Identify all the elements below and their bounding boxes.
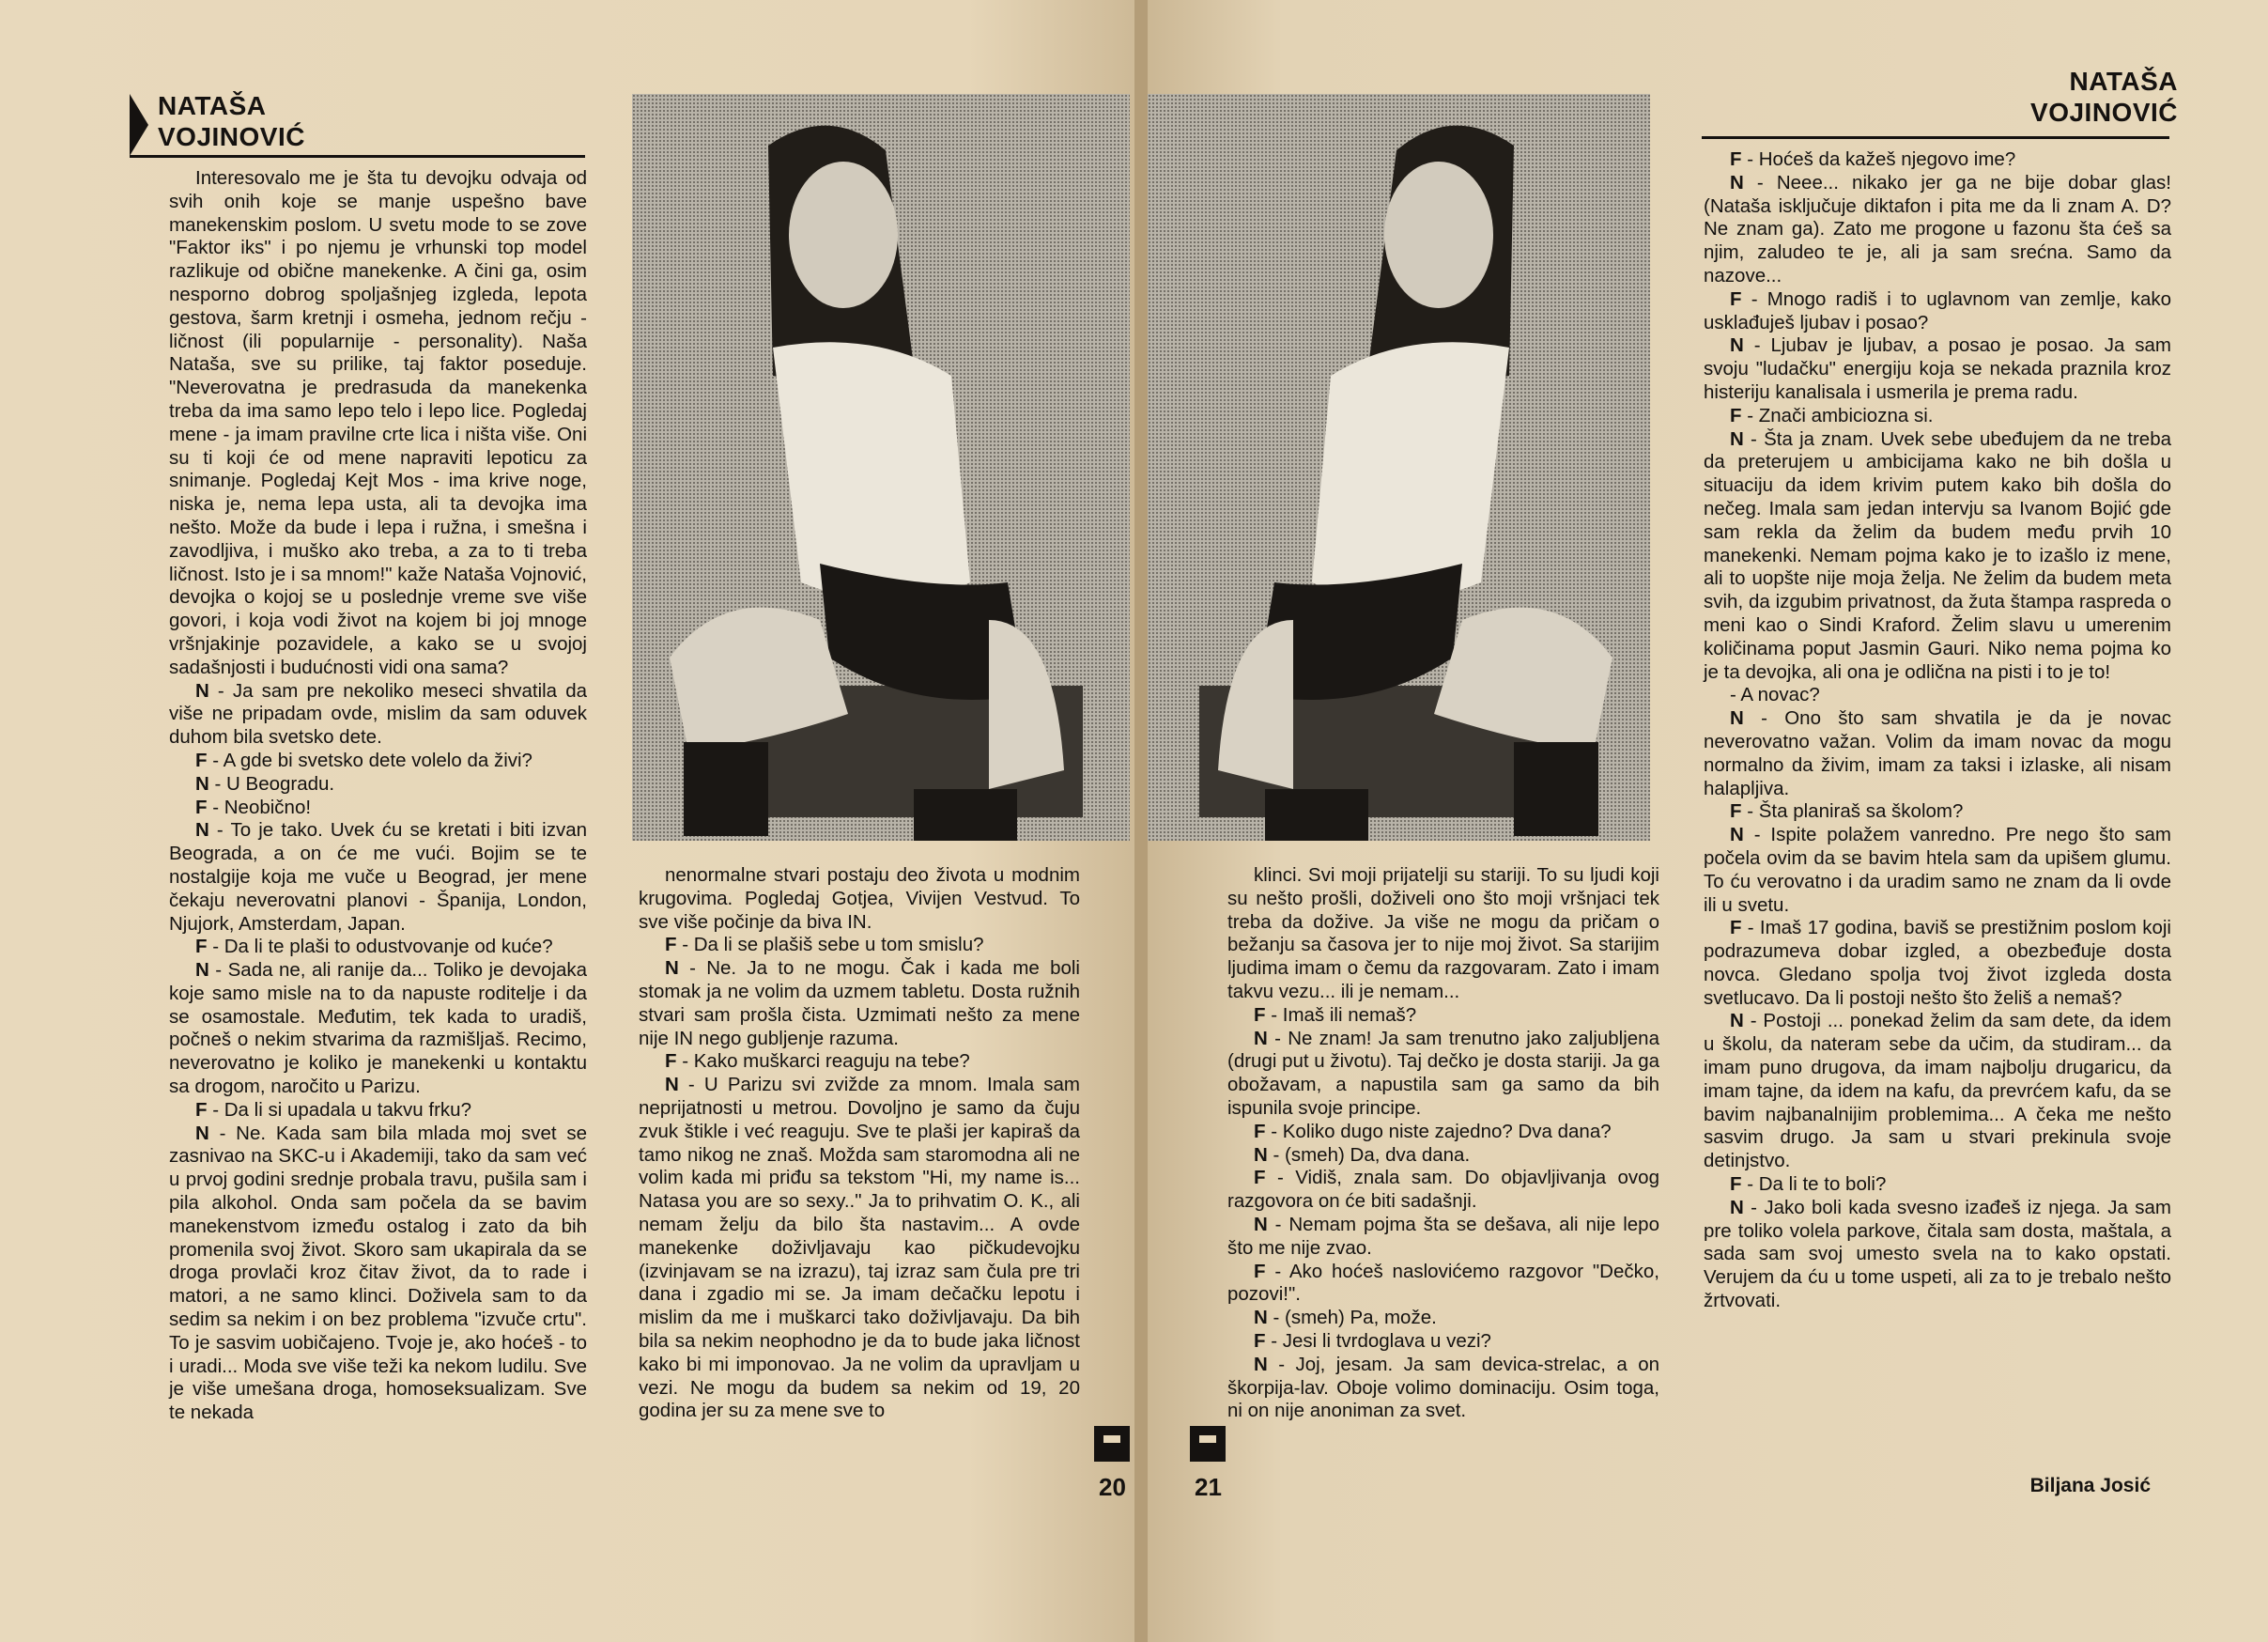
speaker-label: N xyxy=(1730,824,1744,846)
paragraph-text: - To je tako. Uvek ću se kretati i biti izvan Beograda, a on će me vući. Bojim se te nostalgije koja me vuče u Beograd, jer mene čekaju neverovatni planovi - Španija, London, Njujork, Amsterdam, Japan. xyxy=(169,819,587,935)
interview-paragraph xyxy=(1704,1197,2171,1313)
interview-paragraph xyxy=(639,864,1080,934)
paragraph-text: - Ne. Kada sam bila mlada moj svet se zasnivao na SKC-u i Akademiji, tako da sam već u prvoj godini srednje probala travu, pušila sam i pila alkohol. Onda sam počela da se bavim manekenstvom između ostalog i zato da bih promenila svoj život. Skoro sam ukapirala da se droga provlači kroz čitav život, da to rade i matori, a ne samo klinci. Doživela sam to da sedim sa nekim i on bez problema "izvuče crtu". To je sasvim uobičajeno. Tvoje je, ako hoćeš - to i uradi... Moda sve više teži ka nekom ludilu. Sve je više umešana droga, homoseksualizam. Sve te nekada xyxy=(169,1122,587,1424)
speaker-label: F xyxy=(1254,1329,1266,1352)
magazine-logo-icon xyxy=(1094,1426,1130,1462)
speaker-label: N xyxy=(195,772,209,795)
paragraph-text: - A gde bi svetsko dete volelo da živi? xyxy=(207,749,532,771)
speaker-label: F xyxy=(195,936,208,958)
paragraph-text: - Šta planiraš sa školom? xyxy=(1741,800,1964,823)
speaker-label: N xyxy=(1730,707,1744,730)
paragraph-text: - Ljubav je ljubav, a posao je posao. Ja sam svoju "ludačku" energiju koja se nekada praznila kroz histeriju kanalisala i usmerila je prema radu. xyxy=(1704,334,2171,403)
paragraph-text: - Jako boli kada svesno izađeš iz njega. Ja sam pre toliko volela parkove, čitala sam dosta, maštala, a sada sam svoj umesto svela na to kako opstati. Verujem da ću u tome uspeti, ali za to je trebalo nešto žrtvovati. xyxy=(1704,1196,2171,1312)
paragraph-text: - Koliko dugo niste zajedno? Dva dana? xyxy=(1265,1120,1612,1142)
speaker-label: F xyxy=(195,1098,208,1121)
speaker-label: N xyxy=(195,1122,209,1144)
speaker-label: N xyxy=(1254,1307,1268,1329)
paragraph-text: - Kako muškarci reaguju na tebe? xyxy=(676,1050,970,1073)
paragraph-text: - Neobično! xyxy=(207,796,312,818)
interview-paragraph xyxy=(1704,405,2171,428)
speaker-label: F xyxy=(195,796,208,818)
interview-paragraph xyxy=(169,1099,587,1123)
speaker-label: N xyxy=(665,957,679,980)
portrait-photo-left xyxy=(632,94,1130,841)
paragraph-text: - Znači ambiciozna si. xyxy=(1741,404,1934,426)
interview-paragraph xyxy=(1227,1330,1659,1354)
header-rule xyxy=(130,155,585,158)
speaker-label: N xyxy=(665,1074,679,1096)
paragraph-text: - Imaš ili nemaš? xyxy=(1265,1003,1417,1026)
paragraph-text: - Da li si upadala u takvu frku? xyxy=(207,1098,471,1121)
paragraph-text: - Da li te to boli? xyxy=(1741,1173,1887,1196)
paragraph-text: - A novac? xyxy=(1730,684,1820,706)
header-name-line2-right: VOJINOVIĆ xyxy=(2030,98,2178,127)
model-figure-icon xyxy=(632,94,1130,841)
header-name-line2: VOJINOVIĆ xyxy=(158,122,305,151)
interview-paragraph xyxy=(169,819,587,936)
section-header-right xyxy=(2030,66,2178,128)
speaker-label: F xyxy=(1730,800,1742,823)
interview-paragraph xyxy=(1704,334,2171,404)
portrait-photo-right xyxy=(1148,94,1650,841)
interview-paragraph xyxy=(1704,917,2171,1010)
author-byline: Biljana Josić xyxy=(2029,1475,2151,1496)
interview-paragraph xyxy=(1227,864,1659,1004)
paragraph-text: - Nemam pojma šta se dešava, ali nije lepo što me nije zvao. xyxy=(1227,1213,1659,1259)
interview-paragraph xyxy=(169,1123,587,1425)
paragraph-text: - Vidiš, znala sam. Do objavljivanja ovog razgovora on će biti sadašnji. xyxy=(1227,1167,1659,1213)
paragraph-text: - Joj, jesam. Ja sam devica-strelac, a on škorpija-lav. Oboje volimo dominaciju. Osim toga, ni on nije anoniman za svet. xyxy=(1227,1353,1659,1422)
interview-paragraph xyxy=(1227,1307,1659,1330)
paragraph-text: - (smeh) Da, dva dana. xyxy=(1267,1143,1471,1166)
speaker-label: F xyxy=(1730,404,1742,426)
interview-paragraph xyxy=(169,750,587,773)
paragraph-text: - Postoji ... ponekad želim da sam dete, da idem u školu, da nateram sebe da učim, da studiram... da imam puno drugova, da imam najbolju drugaricu, da imam tajne, da idem na kafu, da prevrćem kafu, da se bavim najbanalnijim problemima... A čeka me nešto sasvim drugo. Ja sam u stvari prekinula svoje detinjstvo. xyxy=(1704,1010,2171,1172)
paragraph-text: - Da li se plašiš sebe u tom smislu? xyxy=(676,934,984,956)
page-number-left: 20 xyxy=(1099,1473,1126,1501)
speaker-label: N xyxy=(1254,1213,1268,1235)
speaker-label: N xyxy=(1730,427,1744,450)
interview-paragraph xyxy=(1227,1214,1659,1261)
interview-paragraph xyxy=(169,680,587,750)
interview-paragraph xyxy=(1227,1004,1659,1028)
interview-paragraph xyxy=(639,934,1080,957)
paragraph-text: - Imaš 17 godina, baviš se prestižnim poslom koji podrazumeva dobar izgled, a obezbeđuje dosta novca. Gledano spolja tvoj život izgleda dosta svetlucavo. Da li postoji nešto što želiš a nemaš? xyxy=(1704,917,2171,1009)
speaker-label: N xyxy=(1254,1353,1268,1375)
magazine-logo-icon-right xyxy=(1190,1426,1226,1462)
speaker-label: F xyxy=(1254,1120,1266,1142)
speaker-label: F xyxy=(1730,287,1742,310)
paragraph-text: - Ne znam! Ja sam trenutno jako zaljubljena (drugi put u životu). Taj dečko je dosta stariji. Ja ga obožavam, a napustila sam ga samo da bih ispunila svoje principe. xyxy=(1227,1027,1659,1119)
interview-paragraph xyxy=(1704,428,2171,685)
text-column-4 xyxy=(1704,148,2171,1313)
speaker-label: N xyxy=(1730,1010,1744,1032)
speaker-label: F xyxy=(665,934,677,956)
interview-paragraph xyxy=(639,957,1080,1050)
text-column-1 xyxy=(169,167,587,1425)
interview-paragraph xyxy=(1704,1173,2171,1197)
interview-paragraph xyxy=(639,1074,1080,1423)
paragraph-text: klinci. Svi moji prijatelji su stariji. To su ljudi koji su nešto prošli, doživeli ono što moji vršnjaci tek treba da dožive. Ja više ne mogu da pričam o bežanju sa časova jer to nije moj život. Sa starijim ljudima imam o čemu da razgovaram. Zato i imam takvu vezu... ili je nemam... xyxy=(1227,864,1659,1002)
interview-paragraph xyxy=(1704,1010,2171,1173)
interview-paragraph xyxy=(1227,1028,1659,1121)
paragraph-text: - Da li te plaši to odustvovanje od kuće? xyxy=(207,936,553,958)
interview-paragraph xyxy=(1704,800,2171,824)
interview-paragraph xyxy=(1227,1144,1659,1168)
header-rule-right xyxy=(1702,136,2169,139)
paragraph-text: - Hoćeš da kažeš njegovo ime? xyxy=(1741,148,2016,170)
paragraph-text: - Ne. Ja to ne mogu. Čak i kada me boli stomak ja ne volim da uzmem tabletu. Dosta ružnih stvari sam prošla čista. Uzmimati nešto za mene nije IN nego gubljenje razuma. xyxy=(639,957,1080,1049)
text-column-3 xyxy=(1227,864,1659,1423)
paragraph-text: - Šta ja znam. Uvek sebe ubeđujem da ne treba da preterujem u ambicijama kako ne bih došla u situaciju da idem krivim putem kako bih došla do nečeg. Imala sam jedan intervju sa Ivanom Bojić gde sam rekla da želim da budem među prvih 10 manekenki. Nemam pojma kako je to izašlo iz mene, ali to uopšte nije moja želja. Ne želim da budem meta svih, da izgubim privatnost, da žuta štampa raspreda o meni kao o Sindi Kraford. Želim slavu u umerenim količinama poput Jasmin Gauri. Niko nema pojma ko je ta devojka, ali ona je odlična na pisti i to je to! xyxy=(1704,427,2171,683)
interview-paragraph xyxy=(1227,1167,1659,1214)
speaker-label: F xyxy=(1254,1167,1266,1189)
section-header-left xyxy=(137,90,305,152)
page-number-right: 21 xyxy=(1195,1473,1222,1501)
paragraph-text: - Ako hoćeš naslovićemo razgovor "Dečko, pozovi!". xyxy=(1227,1260,1659,1306)
speaker-label: F xyxy=(195,749,208,771)
paragraph-text: - U Parizu svi zvižde za mnom. Imala sam neprijatnosti u metrou. Dovoljno je samo da čuju zvuk štikle i već reaguju. Sve te plaši jer kapiraš da tamo nikog ne znaš. Možda sam staromodna ali ne volim kada mi priđu sa tekstom "Hi, my name is... Natasa you are so sexy.." Ja to prihvatim O. K., ali nemam želju da bilo šta nastavim... A ovde manekenke doživljavaju kao pičkudevojku (izvinjavam se na izrazu), taj izraz sam čula pre tri dana i zgadio mi se. Ja imam dečačku lepotu i mislim da me i muškarci tako doživljavaju. Da bih bila sa nekim neophodno je da to bude jaka ličnost kako bi mi imponovao. Ja ne volim da upravljam u vezi. Ne mogu da budem sa nekim od 19, 20 godina jer su za mene sve to xyxy=(639,1074,1080,1422)
speaker-label: F xyxy=(1730,917,1742,939)
speaker-label: N xyxy=(1254,1143,1268,1166)
interview-paragraph xyxy=(1704,824,2171,917)
right-page xyxy=(1148,0,2268,1642)
speaker-label: N xyxy=(1730,334,1744,357)
interview-paragraph xyxy=(1227,1121,1659,1144)
paragraph-text: - Ja sam pre nekoliko meseci shvatila da više ne pripadam ovde, mislim da sam oduvek duhom bila svetsko dete. xyxy=(169,679,587,749)
paragraph-text: Interesovalo me je šta tu devojku odvaja od svih onih koje se manje uspešno bave manekenskim poslom. U svetu mode to se zove "Faktor iks" i po njemu je vrhunski top model razlikuje od obične manekenke. A čini ga, osim nesporno dobrog spoljašnjeg izgleda, lepota gestova, šarm kretnji i osmeha, jednom rečju - ličnost (ili popularnije - personality). Naša Nataša, sve su prilike, taj faktor poseduje. "Neverovatna je predrasuda da manekenka treba da ima samo lepo telo i lepo lice. Pogledaj mene - ja imam pravilne crte lica i ništa više. Oni su ti koji će od mene napraviti lepoticu za snimanje. Pogledaj Kejt Mos - ima krive noge, niska je, nema lepa usta, ali ta devojka ima nešto. Može da bude i lepa i ružna, i smešna i zavodljiva, i muško ako treba, a za to ti treba ličnost. Isto je i sa mnom!" kaže Nataša Vojnović, devojka o kojoj se u poslednje vreme sve više govori, i koja vodi život na kojem bi joj mnoge vršnjakinje pozavidele, a kako se u svojoj sadašnjosti i budućnosti vidi ona sama? xyxy=(169,167,587,678)
speaker-label: F xyxy=(1254,1003,1266,1026)
header-name-line1-right: NATAŠA xyxy=(2069,67,2178,96)
speaker-label: N xyxy=(195,679,209,702)
interview-paragraph xyxy=(1704,172,2171,288)
paragraph-text: - Sada ne, ali ranije da... Toliko je devojaka koje samo misle na to da napuste roditelje i da se osamostale. Međutim, tek kada to uradiš, počneš o nekim stvarima da razmišljaš. Recimo, neverovatno je koliko je manekenki u kontaktu sa drogom, naročito u Parizu. xyxy=(169,959,587,1098)
speaker-label: N xyxy=(1730,171,1744,194)
paragraph-text: - Neee... nikako jer ga ne bije dobar glas! (Nataša isključuje diktafon i pita me da li znam A. D? Ne znam ga). Zato me progone u fazonu šta ćeš sa njim, zaludeo te je, ali ja sam srećna. Samo da nazove... xyxy=(1704,171,2171,287)
interview-paragraph xyxy=(1704,684,2171,707)
interview-paragraph xyxy=(1704,148,2171,172)
interview-paragraph xyxy=(169,936,587,959)
interview-paragraph xyxy=(169,773,587,797)
speaker-label: F xyxy=(1730,1173,1742,1196)
speaker-label: N xyxy=(1254,1027,1268,1049)
paragraph-text: - Jesi li tvrdoglava u vezi? xyxy=(1265,1329,1491,1352)
paragraph-text: - (smeh) Pa, može. xyxy=(1267,1307,1437,1329)
paragraph-text: - U Beogradu. xyxy=(208,772,335,795)
paragraph-text: - Ispite polažem vanredno. Pre nego što sam počela ovim da se bavim htela sam da upišem glumu. To ću verovatno i da uradim samo ne znam da li ovde ili u svetu. xyxy=(1704,824,2171,916)
interview-paragraph xyxy=(169,959,587,1099)
paragraph-text: nenormalne stvari postaju deo života u modnim krugovima. Pogledaj Gotjea, Vivijen Vestvud. To sve više počinje da biva IN. xyxy=(639,864,1080,933)
interview-paragraph xyxy=(169,167,587,680)
interview-paragraph xyxy=(1227,1261,1659,1308)
interview-paragraph xyxy=(1227,1354,1659,1423)
header-name-line1: NATAŠA xyxy=(158,91,267,120)
model-figure-mirrored-icon xyxy=(1148,94,1650,841)
speaker-label: N xyxy=(195,819,209,842)
interview-paragraph xyxy=(639,1050,1080,1074)
text-column-2 xyxy=(639,864,1080,1423)
speaker-label: N xyxy=(195,959,209,982)
interview-paragraph xyxy=(169,797,587,820)
speaker-label: N xyxy=(1730,1196,1744,1218)
paragraph-text: - Mnogo radiš i to uglavnom van zemlje, kako usklađuješ ljubav i posao? xyxy=(1704,287,2171,333)
speaker-label: F xyxy=(665,1050,677,1073)
speaker-label: F xyxy=(1254,1260,1266,1282)
paragraph-text: - Ono što sam shvatila je da je novac neverovatno važan. Volim da imam novac da mogu normalno da živim, imam za taksi i izlaske, ali nisam halapljiva. xyxy=(1704,707,2171,799)
speaker-label: F xyxy=(1730,148,1742,170)
header-arrow-icon xyxy=(130,94,148,156)
interview-paragraph xyxy=(1704,288,2171,335)
interview-paragraph xyxy=(1704,707,2171,800)
